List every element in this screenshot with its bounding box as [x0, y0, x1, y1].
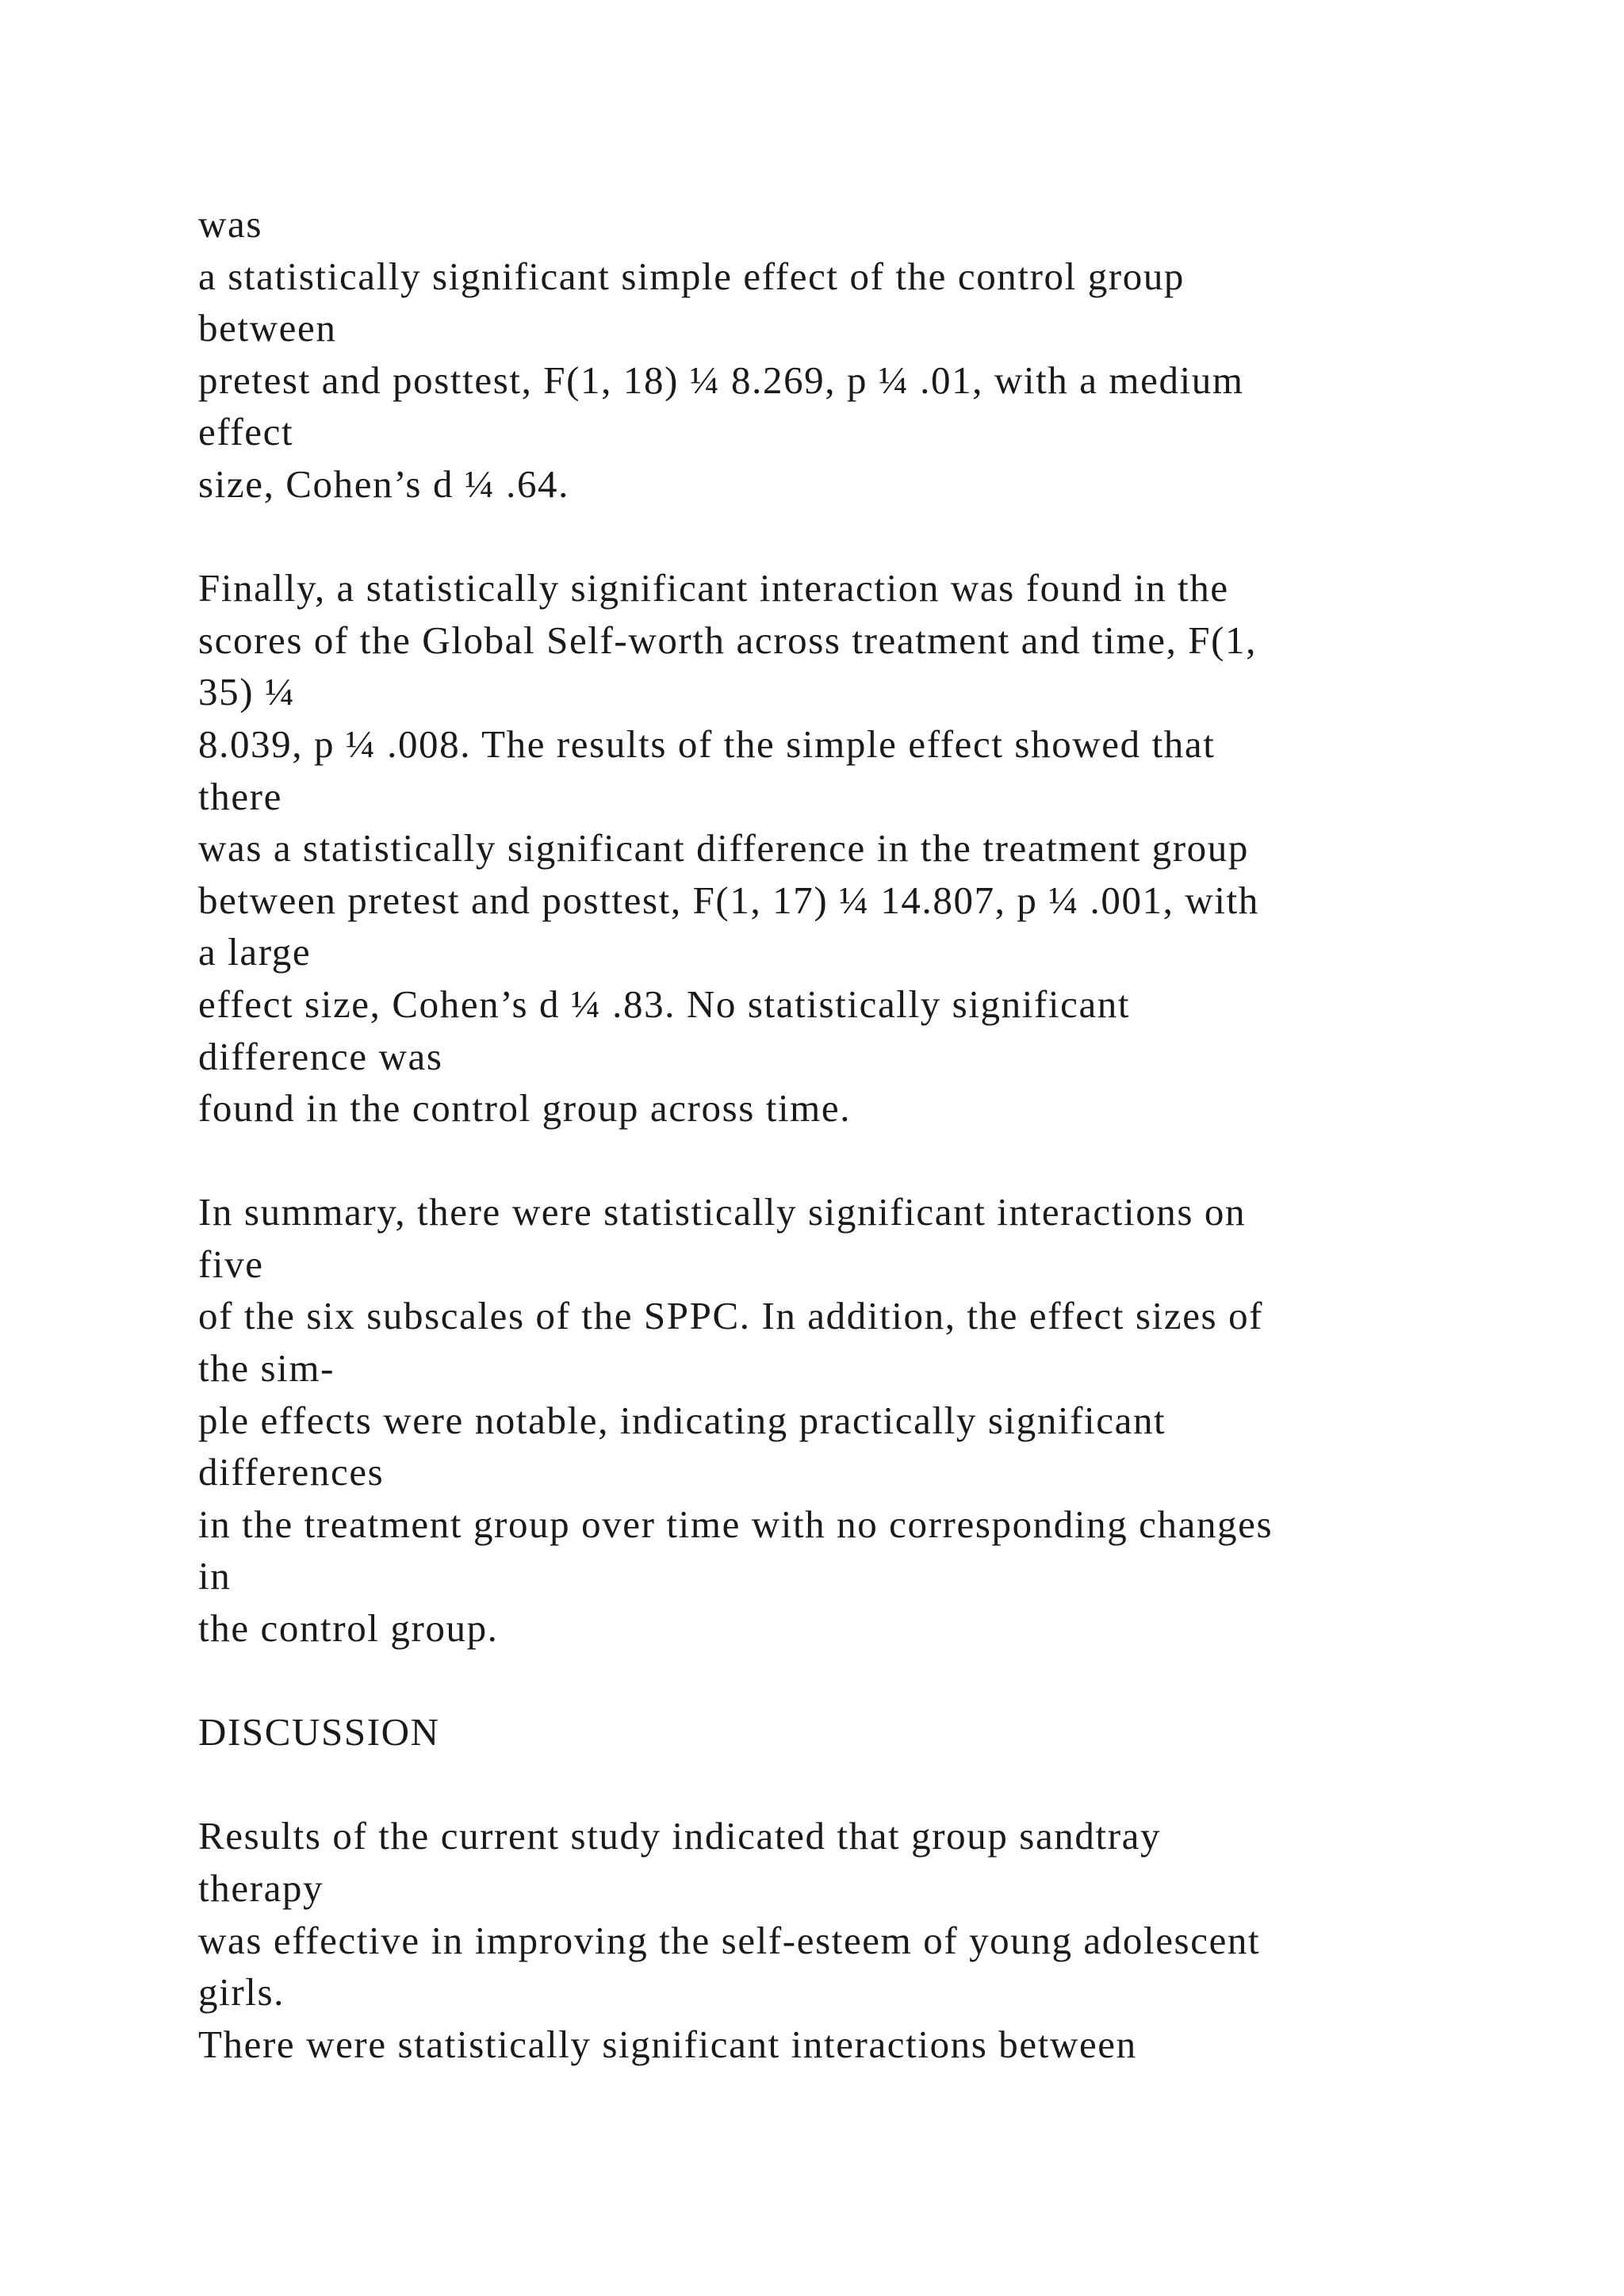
text-line: In summary, there were statistically significant interactions on	[198, 1190, 1247, 1234]
text-line: between	[198, 306, 337, 350]
text-line: Results of the current study indicated that group sandtray	[198, 1814, 1162, 1858]
text-line: size, Cohen’s d ¼ .64.	[198, 461, 569, 506]
text-line: a large	[198, 930, 312, 974]
text-line: effect	[198, 410, 294, 454]
text-line: of the six subscales of the SPPC. In addition, the effect sizes of	[198, 1294, 1264, 1338]
text-line: there	[198, 774, 282, 818]
document-body	[198, 198, 1546, 2070]
text-line: was	[198, 202, 263, 246]
text-line: the sim-	[198, 1346, 335, 1391]
paragraph-gap	[198, 1758, 1546, 1811]
text-line: in	[198, 1554, 232, 1598]
text-line: five	[198, 1242, 264, 1286]
text-line: the control group.	[198, 1606, 499, 1651]
text-line: between pretest and posttest, F(1, 17) ¼ 14.807, p ¼ .001, with	[198, 878, 1259, 922]
text-line: in the treatment group over time with no corresponding changes	[198, 1502, 1274, 1546]
text-line: was a statistically significant difference in the treatment group	[198, 826, 1249, 871]
text-line: girls.	[198, 1970, 285, 2015]
text-line: There were statistically significant interactions between	[198, 2022, 1137, 2066]
text-line: was effective in improving the self-esteem of young adolescent	[198, 1918, 1261, 1962]
text-line: 35) ¼	[198, 670, 296, 714]
text-line: Finally, a statistically significant interaction was found in the	[198, 566, 1229, 610]
paragraph-gap	[198, 1655, 1546, 1707]
text-line: 8.039, p ¼ .008. The results of the simple effect showed that	[198, 721, 1216, 766]
text-line: effect size, Cohen’s d ¼ .83. No statistically significant	[198, 982, 1131, 1026]
text-line: therapy	[198, 1866, 324, 1910]
paragraph-gap	[198, 1135, 1546, 1187]
section-heading: DISCUSSION	[198, 1710, 440, 1755]
text-line: ple effects were notable, indicating practically significant	[198, 1398, 1166, 1442]
text-line: a statistically significant simple effect of the control group	[198, 254, 1185, 298]
text-line: pretest and posttest, F(1, 18) ¼ 8.269, p ¼ .01, with a medium	[198, 358, 1244, 402]
text-line: difference was	[198, 1034, 443, 1078]
text-line: differences	[198, 1450, 385, 1494]
text-line: found in the control group across time.	[198, 1086, 852, 1131]
paragraph-gap	[198, 511, 1546, 563]
text-line: scores of the Global Self-worth across treatment and time, F(1,	[198, 618, 1257, 662]
